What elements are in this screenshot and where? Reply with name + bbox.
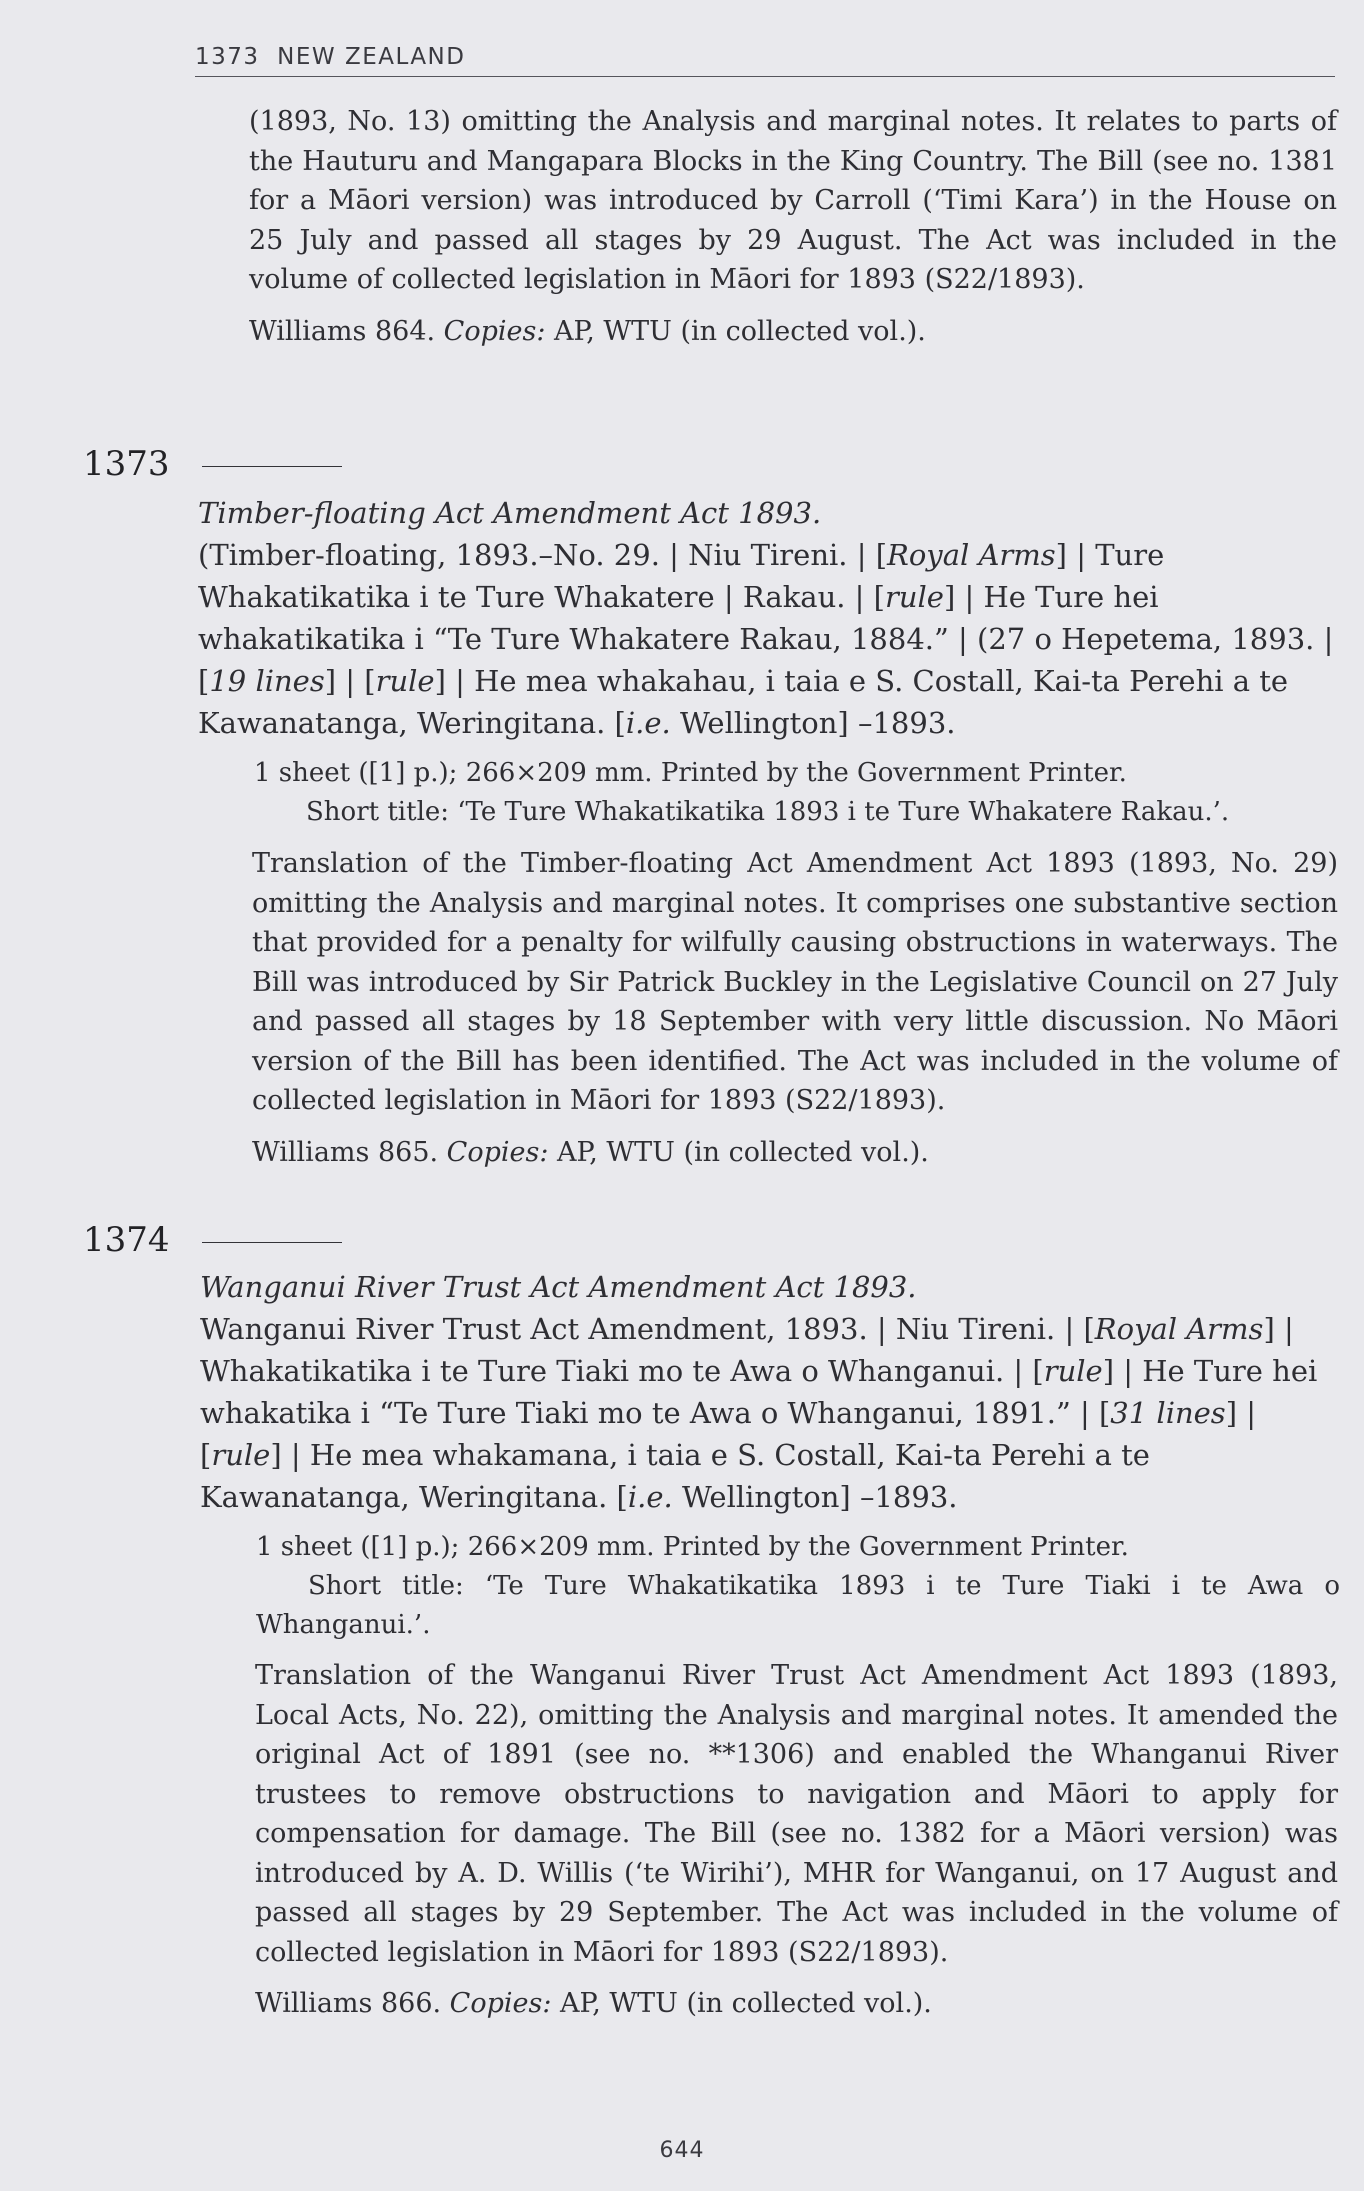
entry-transcription: Wanganui River Trust Act Amendment, 1893. | Niu Tireni. | [Royal Arms] | Whakatikatika i te Ture Tiaki mo te Awa o Whanganui. | [rule] | He Ture hei whakatika i “Te Ture Tiaki mo te Awa o Whanganui, 1891.” | [31 lines] | [rule] | He mea whakamana, i taia e S. Costall, Kai-ta Perehi a te Kawanatanga, Weringitana. [i.e. Wellington] –1893.	[200, 1312, 1318, 1514]
entry-title: Timber-floating Act Amendment Act 1893.	[198, 496, 822, 530]
page-number: 644	[659, 2138, 705, 2163]
physical-description: 1 sheet ([1] p.); 266×209 mm. Printed by the Government Printer.	[256, 1532, 1129, 1562]
entry-1373-note-block	[252, 844, 1338, 1172]
entry-number: 1374	[83, 1220, 170, 1260]
short-title: Short title: ‘Te Ture Whakatikatika 1893 i te Ture Whakatere Rakau.’.	[306, 797, 1230, 827]
entry-transcription: (Timber-floating, 1893.–No. 29. | Niu Tireni. | [Royal Arms] | Ture Whakatikatika i te Ture Whakatere | Rakau. | [rule] | He Ture hei whakatikatika i “Te Ture Whakatere Rakau, 1884.” | (27 o Hepetema, 1893. | [19 lines] | [rule] | He mea whakahau, i taia e S. Costall, Kai-ta Perehi a te Kawanatanga, Weringitana. [i.e. Wellington] –1893.	[198, 538, 1334, 740]
intro-refs-prefix: Williams 864.	[249, 315, 444, 347]
short-title: Short title: ‘Te Ture Whakatikatika 1893 i te Ture Tiaki i te Awa o Whanganui.’.	[256, 1571, 1340, 1640]
entry-dash	[202, 1242, 342, 1243]
intro-block	[249, 102, 1337, 351]
intro-references	[249, 312, 1337, 352]
entry-title: Wanganui River Trust Act Amendment Act 1893.	[200, 1270, 917, 1304]
entry-dash	[202, 466, 342, 467]
entry-1374-block	[200, 1266, 1340, 1645]
entry-1374-note-block	[255, 1656, 1338, 2024]
entry-1373-block	[198, 492, 1338, 832]
header-rule	[195, 76, 1335, 77]
header-section: NEW ZEALAND	[277, 44, 466, 70]
header-page-ref: 1373	[195, 44, 260, 70]
physical-description: 1 sheet ([1] p.); 266×209 mm. Printed by the Government Printer.	[254, 758, 1127, 788]
intro-refs-suffix: AP, WTU (in collected vol.).	[545, 315, 926, 347]
entry-note: Translation of the Timber-floating Act Amendment Act 1893 (1893, No. 29) omitting the Analysis and marginal notes. It comprises one substantive section that provided for a penalty for wilfully causing obstructions in waterways. The Bill was introduced by Sir Patrick Buckley in the Legislative Council on 27 July and passed all stages by 18 September with very little discussion. No Māori version of the Bill has been identified. The Act was included in the volume of collected legislation in Māori for 1893 (S22/1893).	[252, 848, 1338, 1116]
entry-note: Translation of the Wanganui River Trust Act Amendment Act 1893 (1893, Local Acts, No. 22), omitting the Analysis and marginal notes. It amended the original Act of 1891 (see no. **1306) and enabled the Whanganui River trustees to remove obstructions to navigation and Māori to apply for compensation for damage. The Bill (see no. 1382 for a Māori version) was introduced by A. D. Willis (‘te Wirihi’), MHR for Wanganui, on 17 August and passed all stages by 29 September. The Act was included in the volume of collected legislation in Māori for 1893 (S22/1893).	[255, 1660, 1338, 1968]
entry-references: Williams 866. Copies: AP, WTU (in collected vol.).	[255, 1988, 932, 2019]
entry-number: 1373	[83, 444, 170, 484]
running-header	[195, 44, 1335, 70]
entry-references: Williams 865. Copies: AP, WTU (in collected vol.).	[252, 1136, 929, 1168]
intro-paragraph: (1893, No. 13) omitting the Analysis and marginal notes. It relates to parts of the Hauturu and Mangapara Blocks in the King Country. The Bill (see no. 1381 for a Māori version) was introduced by Carroll (‘Timi Kara’) in the House on 25 July and passed all stages by 29 August. The Act was included in the volume of collected legislation in Māori for 1893 (S22/1893).	[249, 106, 1337, 295]
intro-copies-label: Copies:	[443, 315, 546, 347]
